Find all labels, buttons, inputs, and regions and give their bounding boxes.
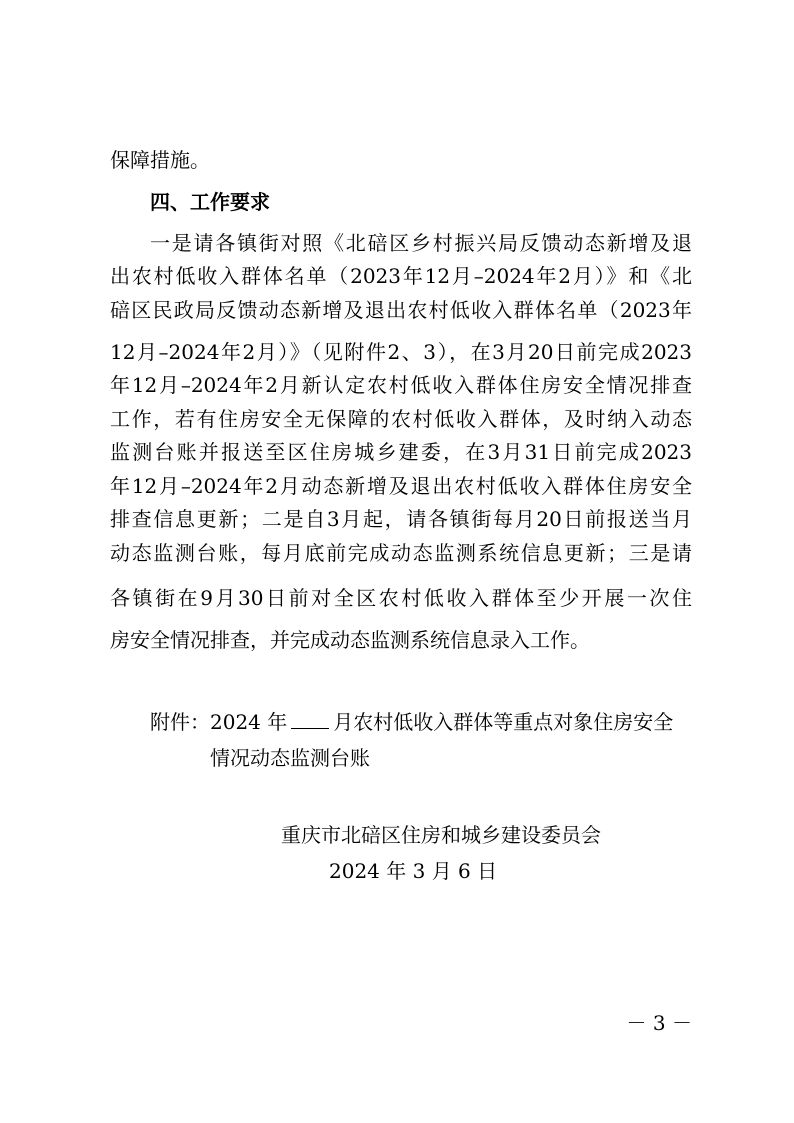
- signature-date: 2024 年 3 月 6 日: [329, 859, 498, 883]
- page-number: － 3 －: [626, 1011, 692, 1035]
- body-line-10: 排查信息更新；二是自3月起，请各镇街每月20日前报送当月: [110, 507, 692, 531]
- attachment-prefix: 附件：2024 年: [150, 710, 288, 734]
- body-line-4: 碚区民政局反馈动态新增及退出农村低收入群体名单（2023年: [110, 298, 692, 322]
- body-line-6: 年12月–2024年2月新认定农村低收入群体住房安全情况排查: [110, 373, 692, 397]
- body-line-11: 动态监测台账，每月底前完成动态监测系统信息更新；三是请: [110, 541, 692, 565]
- body-line-12: 各镇街在9月30日前对全区农村低收入群体至少开展一次住: [110, 586, 692, 610]
- attachment-suffix: 月农村低收入群体等重点对象住房安全: [333, 710, 674, 734]
- body-line-13: 房安全情况排查，并完成动态监测系统信息录入工作。: [110, 628, 590, 652]
- signature-org: 重庆市北碚区住房和城乡建设委员会: [281, 823, 601, 847]
- attachment-line-1: [150, 710, 692, 734]
- body-line-2: 一是请各镇街对照《北碚区乡村振兴局反馈动态新增及退: [150, 231, 692, 255]
- body-line-1: 保障措施。: [110, 148, 210, 172]
- body-line-5: 12月–2024年2月）》（见附件2、3），在3月20日前完成2023: [110, 340, 692, 364]
- body-line-9: 年12月–2024年2月动态新增及退出农村低收入群体住房安全: [110, 474, 692, 498]
- body-line-3: 出农村低收入群体名单（2023年12月–2024年2月）》和《北: [110, 264, 692, 288]
- section-heading: 四、工作要求: [150, 190, 270, 214]
- body-line-7: 工作，若有住房安全无保障的农村低收入群体，及时纳入动态: [110, 407, 692, 431]
- body-line-8: 监测台账并报送至区住房城乡建委，在3月31日前完成2023: [110, 440, 692, 464]
- month-blank: [291, 710, 329, 729]
- attachment-line-2: 情况动态监测台账: [210, 746, 370, 770]
